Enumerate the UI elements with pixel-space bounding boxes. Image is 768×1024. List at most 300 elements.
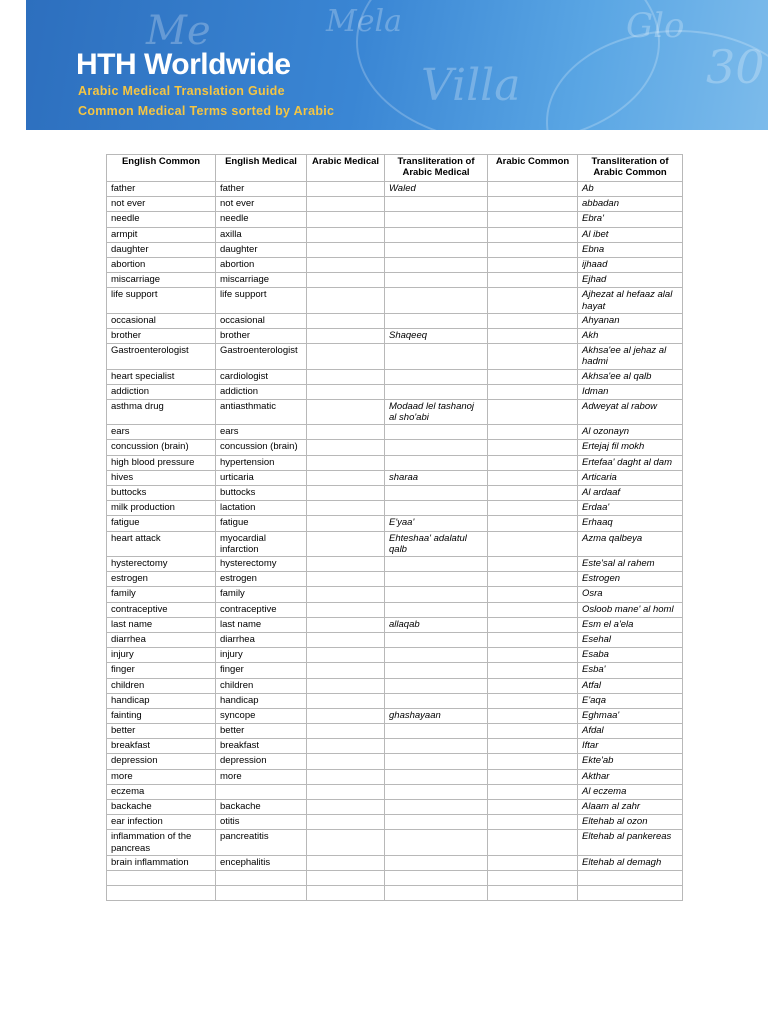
- english-common-cell: contraceptive: [107, 602, 216, 617]
- english-common-cell: depression: [107, 754, 216, 769]
- translit-medical-cell: [385, 242, 488, 257]
- translit-common-cell: Ab: [578, 182, 683, 197]
- translit-common-cell: Azma qalbeya: [578, 531, 683, 556]
- translit-medical-cell: [385, 227, 488, 242]
- arabic-common-cell: [488, 486, 578, 501]
- translit-common-cell: Al ibet: [578, 227, 683, 242]
- arabic-common-cell: [488, 212, 578, 227]
- table-header-row: [107, 155, 683, 182]
- arabic-common-cell: [488, 384, 578, 399]
- english-medical-cell: estrogen: [216, 572, 307, 587]
- arabic-common-cell: [488, 501, 578, 516]
- arabic-common-cell: [488, 886, 578, 901]
- table-row: [107, 754, 683, 769]
- arabic-medical-cell: [307, 870, 385, 885]
- document-title: Arabic Medical Translation Guide: [78, 84, 285, 98]
- map-lettering-decoration: Glo: [626, 6, 685, 46]
- translit-medical-cell: [385, 769, 488, 784]
- table-row: [107, 886, 683, 901]
- translit-common-cell: Akthar: [578, 769, 683, 784]
- english-medical-cell: myocardial infarction: [216, 531, 307, 556]
- arabic-medical-cell: [307, 693, 385, 708]
- arabic-common-cell: [488, 602, 578, 617]
- arabic-common-cell: [488, 440, 578, 455]
- english-medical-cell: injury: [216, 648, 307, 663]
- translit-medical-cell: [385, 587, 488, 602]
- translit-common-cell: Alaam al zahr: [578, 800, 683, 815]
- arabic-medical-cell: [307, 470, 385, 485]
- arabic-common-cell: [488, 769, 578, 784]
- arabic-common-cell: [488, 800, 578, 815]
- english-common-cell: not ever: [107, 197, 216, 212]
- english-common-cell: handicap: [107, 693, 216, 708]
- english-medical-cell: Gastroenterologist: [216, 344, 307, 369]
- translit-common-cell: E'aqa: [578, 693, 683, 708]
- translit-medical-cell: [385, 830, 488, 855]
- column-header: Arabic Medical: [307, 155, 385, 182]
- arabic-common-cell: [488, 425, 578, 440]
- arabic-common-cell: [488, 557, 578, 572]
- table-row: [107, 328, 683, 343]
- table-row: [107, 197, 683, 212]
- english-medical-cell: syncope: [216, 708, 307, 723]
- translit-common-cell: Ekte'ab: [578, 754, 683, 769]
- translit-medical-cell: [385, 288, 488, 313]
- arabic-medical-cell: [307, 516, 385, 531]
- arabic-medical-cell: [307, 886, 385, 901]
- arabic-medical-cell: [307, 800, 385, 815]
- table-row: [107, 470, 683, 485]
- table-row: [107, 440, 683, 455]
- translit-common-cell: [578, 870, 683, 885]
- english-medical-cell: backache: [216, 800, 307, 815]
- table-row: [107, 531, 683, 556]
- english-common-cell: hives: [107, 470, 216, 485]
- english-medical-cell: lactation: [216, 501, 307, 516]
- translit-medical-cell: [385, 754, 488, 769]
- table-row: [107, 557, 683, 572]
- translit-medical-cell: [385, 693, 488, 708]
- table-row: [107, 870, 683, 885]
- arabic-medical-cell: [307, 440, 385, 455]
- arabic-medical-cell: [307, 328, 385, 343]
- arabic-medical-cell: [307, 531, 385, 556]
- arabic-common-cell: [488, 313, 578, 328]
- arabic-medical-cell: [307, 273, 385, 288]
- english-common-cell: children: [107, 678, 216, 693]
- english-common-cell: ear infection: [107, 815, 216, 830]
- english-common-cell: Gastroenterologist: [107, 344, 216, 369]
- arabic-common-cell: [488, 182, 578, 197]
- english-medical-cell: father: [216, 182, 307, 197]
- translit-medical-cell: [385, 663, 488, 678]
- map-lettering-decoration: Me: [146, 8, 211, 54]
- arabic-medical-cell: [307, 769, 385, 784]
- column-header: Transliteration of Arabic Common: [578, 155, 683, 182]
- table-row: [107, 784, 683, 799]
- arabic-medical-cell: [307, 344, 385, 369]
- table-row: [107, 693, 683, 708]
- arabic-common-cell: [488, 830, 578, 855]
- arabic-medical-cell: [307, 501, 385, 516]
- arabic-common-cell: [488, 815, 578, 830]
- arabic-medical-cell: [307, 739, 385, 754]
- english-common-cell: buttocks: [107, 486, 216, 501]
- translit-medical-cell: [385, 648, 488, 663]
- translit-common-cell: Ertejaj fil mokh: [578, 440, 683, 455]
- arabic-medical-cell: [307, 313, 385, 328]
- english-common-cell: armpit: [107, 227, 216, 242]
- table-row: [107, 182, 683, 197]
- translit-medical-cell: E'yaa': [385, 516, 488, 531]
- arabic-medical-cell: [307, 455, 385, 470]
- table-row: [107, 486, 683, 501]
- translit-common-cell: Erhaaq: [578, 516, 683, 531]
- english-common-cell: fainting: [107, 708, 216, 723]
- english-common-cell: brother: [107, 328, 216, 343]
- english-common-cell: miscarriage: [107, 273, 216, 288]
- arabic-common-cell: [488, 693, 578, 708]
- arabic-common-cell: [488, 227, 578, 242]
- english-medical-cell: depression: [216, 754, 307, 769]
- arabic-medical-cell: [307, 632, 385, 647]
- column-header: Transliteration of Arabic Medical: [385, 155, 488, 182]
- english-medical-cell: last name: [216, 617, 307, 632]
- english-medical-cell: hypertension: [216, 455, 307, 470]
- arabic-common-cell: [488, 516, 578, 531]
- english-common-cell: heart specialist: [107, 369, 216, 384]
- translit-common-cell: Afdal: [578, 724, 683, 739]
- english-medical-cell: [216, 784, 307, 799]
- arabic-medical-cell: [307, 830, 385, 855]
- translit-medical-cell: [385, 739, 488, 754]
- english-medical-cell: encephalitis: [216, 855, 307, 870]
- english-medical-cell: needle: [216, 212, 307, 227]
- arabic-medical-cell: [307, 242, 385, 257]
- translit-medical-cell: allaqab: [385, 617, 488, 632]
- translit-medical-cell: [385, 212, 488, 227]
- english-common-cell: heart attack: [107, 531, 216, 556]
- english-common-cell: estrogen: [107, 572, 216, 587]
- english-medical-cell: urticaria: [216, 470, 307, 485]
- english-common-cell: last name: [107, 617, 216, 632]
- translit-medical-cell: [385, 455, 488, 470]
- translit-common-cell: Akh: [578, 328, 683, 343]
- english-common-cell: inflammation of the pancreas: [107, 830, 216, 855]
- english-medical-cell: not ever: [216, 197, 307, 212]
- table-row: [107, 769, 683, 784]
- translit-medical-cell: [385, 815, 488, 830]
- arabic-medical-cell: [307, 227, 385, 242]
- arabic-medical-cell: [307, 182, 385, 197]
- english-common-cell: daughter: [107, 242, 216, 257]
- brand-logo-text: HTH Worldwide: [76, 48, 291, 81]
- table-row: [107, 399, 683, 424]
- translit-medical-cell: [385, 197, 488, 212]
- arabic-common-cell: [488, 344, 578, 369]
- english-common-cell: abortion: [107, 257, 216, 272]
- arabic-common-cell: [488, 587, 578, 602]
- translit-common-cell: ijhaad: [578, 257, 683, 272]
- translit-common-cell: Osloob mane' al homl: [578, 602, 683, 617]
- translit-common-cell: Este'sal al rahem: [578, 557, 683, 572]
- table-body: [107, 182, 683, 901]
- medical-terms-table: [106, 154, 683, 901]
- english-medical-cell: children: [216, 678, 307, 693]
- arabic-common-cell: [488, 197, 578, 212]
- translit-common-cell: Ebra': [578, 212, 683, 227]
- translit-medical-cell: Waled: [385, 182, 488, 197]
- table-row: [107, 663, 683, 678]
- table-row: [107, 815, 683, 830]
- translit-medical-cell: [385, 886, 488, 901]
- english-common-cell: brain inflammation: [107, 855, 216, 870]
- translit-medical-cell: Ehteshaa' adalatul qalb: [385, 531, 488, 556]
- arabic-medical-cell: [307, 663, 385, 678]
- translit-medical-cell: [385, 724, 488, 739]
- table-row: [107, 242, 683, 257]
- arabic-medical-cell: [307, 724, 385, 739]
- translit-common-cell: Al eczema: [578, 784, 683, 799]
- english-common-cell: family: [107, 587, 216, 602]
- arabic-common-cell: [488, 531, 578, 556]
- table-row: [107, 344, 683, 369]
- arabic-medical-cell: [307, 602, 385, 617]
- table-row: [107, 632, 683, 647]
- translit-common-cell: Eltehab al ozon: [578, 815, 683, 830]
- translit-medical-cell: [385, 344, 488, 369]
- english-medical-cell: miscarriage: [216, 273, 307, 288]
- translit-medical-cell: [385, 313, 488, 328]
- arabic-common-cell: [488, 739, 578, 754]
- translit-medical-cell: sharaa: [385, 470, 488, 485]
- table-row: [107, 212, 683, 227]
- translit-common-cell: Esm el a'ela: [578, 617, 683, 632]
- english-common-cell: ears: [107, 425, 216, 440]
- english-medical-cell: buttocks: [216, 486, 307, 501]
- translit-common-cell: Ahyanan: [578, 313, 683, 328]
- arabic-common-cell: [488, 724, 578, 739]
- english-medical-cell: handicap: [216, 693, 307, 708]
- arabic-medical-cell: [307, 257, 385, 272]
- translit-medical-cell: [385, 425, 488, 440]
- translit-medical-cell: Shaqeeq: [385, 328, 488, 343]
- arabic-medical-cell: [307, 815, 385, 830]
- map-lettering-decoration: 30: [706, 40, 765, 94]
- translit-medical-cell: [385, 602, 488, 617]
- translit-medical-cell: [385, 440, 488, 455]
- translit-medical-cell: [385, 369, 488, 384]
- translit-medical-cell: [385, 486, 488, 501]
- arabic-common-cell: [488, 572, 578, 587]
- arabic-common-cell: [488, 708, 578, 723]
- translit-common-cell: Ejhad: [578, 273, 683, 288]
- translit-common-cell: Iftar: [578, 739, 683, 754]
- english-common-cell: asthma drug: [107, 399, 216, 424]
- english-medical-cell: life support: [216, 288, 307, 313]
- translit-medical-cell: ghashayaan: [385, 708, 488, 723]
- arabic-common-cell: [488, 470, 578, 485]
- english-common-cell: injury: [107, 648, 216, 663]
- translit-medical-cell: [385, 384, 488, 399]
- translit-common-cell: Ebna: [578, 242, 683, 257]
- translit-medical-cell: [385, 855, 488, 870]
- translit-common-cell: Articaria: [578, 470, 683, 485]
- english-medical-cell: fatigue: [216, 516, 307, 531]
- arabic-common-cell: [488, 273, 578, 288]
- table-row: [107, 739, 683, 754]
- table-row: [107, 369, 683, 384]
- table-row: [107, 724, 683, 739]
- arabic-common-cell: [488, 678, 578, 693]
- english-common-cell: father: [107, 182, 216, 197]
- english-medical-cell: otitis: [216, 815, 307, 830]
- english-common-cell: more: [107, 769, 216, 784]
- translit-medical-cell: [385, 273, 488, 288]
- table-row: [107, 227, 683, 242]
- english-medical-cell: ears: [216, 425, 307, 440]
- translit-common-cell: Idman: [578, 384, 683, 399]
- translit-medical-cell: [385, 501, 488, 516]
- arabic-medical-cell: [307, 572, 385, 587]
- arabic-common-cell: [488, 399, 578, 424]
- english-common-cell: [107, 870, 216, 885]
- arabic-common-cell: [488, 754, 578, 769]
- english-common-cell: [107, 886, 216, 901]
- arabic-common-cell: [488, 617, 578, 632]
- english-common-cell: eczema: [107, 784, 216, 799]
- translit-common-cell: Akhsa'ee al qalb: [578, 369, 683, 384]
- arabic-medical-cell: [307, 678, 385, 693]
- english-medical-cell: contraceptive: [216, 602, 307, 617]
- translit-medical-cell: [385, 557, 488, 572]
- table-row: [107, 587, 683, 602]
- translit-medical-cell: [385, 678, 488, 693]
- english-common-cell: breakfast: [107, 739, 216, 754]
- translit-medical-cell: [385, 257, 488, 272]
- arabic-medical-cell: [307, 288, 385, 313]
- translit-common-cell: abbadan: [578, 197, 683, 212]
- arabic-medical-cell: [307, 708, 385, 723]
- translit-common-cell: Eltehab al demagh: [578, 855, 683, 870]
- arabic-common-cell: [488, 663, 578, 678]
- table-row: [107, 384, 683, 399]
- table-row: [107, 313, 683, 328]
- english-common-cell: hysterectomy: [107, 557, 216, 572]
- table-row: [107, 800, 683, 815]
- table-row: [107, 855, 683, 870]
- english-medical-cell: pancreatitis: [216, 830, 307, 855]
- translit-common-cell: Esehal: [578, 632, 683, 647]
- arabic-medical-cell: [307, 784, 385, 799]
- table-row: [107, 273, 683, 288]
- arabic-common-cell: [488, 648, 578, 663]
- table-row: [107, 572, 683, 587]
- english-common-cell: addiction: [107, 384, 216, 399]
- column-header: English Common: [107, 155, 216, 182]
- table-row: [107, 602, 683, 617]
- table-row: [107, 617, 683, 632]
- english-medical-cell: hysterectomy: [216, 557, 307, 572]
- translit-common-cell: Al ozonayn: [578, 425, 683, 440]
- translit-common-cell: Eltehab al pankereas: [578, 830, 683, 855]
- arabic-medical-cell: [307, 557, 385, 572]
- arabic-common-cell: [488, 870, 578, 885]
- english-medical-cell: [216, 870, 307, 885]
- english-common-cell: backache: [107, 800, 216, 815]
- arabic-common-cell: [488, 288, 578, 313]
- table-row: [107, 455, 683, 470]
- translit-common-cell: Esaba: [578, 648, 683, 663]
- english-medical-cell: better: [216, 724, 307, 739]
- english-medical-cell: brother: [216, 328, 307, 343]
- arabic-medical-cell: [307, 617, 385, 632]
- arabic-common-cell: [488, 855, 578, 870]
- translit-medical-cell: [385, 800, 488, 815]
- translit-common-cell: Adweyat al rabow: [578, 399, 683, 424]
- translit-common-cell: [578, 886, 683, 901]
- english-medical-cell: breakfast: [216, 739, 307, 754]
- english-common-cell: concussion (brain): [107, 440, 216, 455]
- table-row: [107, 678, 683, 693]
- map-lettering-decoration: Mela: [326, 4, 402, 39]
- table-row: [107, 288, 683, 313]
- english-common-cell: high blood pressure: [107, 455, 216, 470]
- translit-medical-cell: [385, 632, 488, 647]
- translit-medical-cell: [385, 572, 488, 587]
- arabic-medical-cell: [307, 754, 385, 769]
- translit-common-cell: Atfal: [578, 678, 683, 693]
- english-common-cell: occasional: [107, 313, 216, 328]
- english-common-cell: needle: [107, 212, 216, 227]
- translit-medical-cell: Modaad lel tashanoj al sho'abi: [385, 399, 488, 424]
- arabic-medical-cell: [307, 587, 385, 602]
- arabic-medical-cell: [307, 212, 385, 227]
- translit-medical-cell: [385, 870, 488, 885]
- document-subtitle: Common Medical Terms sorted by Arabic: [78, 104, 335, 118]
- english-medical-cell: finger: [216, 663, 307, 678]
- arabic-medical-cell: [307, 486, 385, 501]
- table-row: [107, 516, 683, 531]
- english-medical-cell: diarrhea: [216, 632, 307, 647]
- english-common-cell: finger: [107, 663, 216, 678]
- english-medical-cell: addiction: [216, 384, 307, 399]
- arabic-medical-cell: [307, 425, 385, 440]
- table-row: [107, 425, 683, 440]
- arabic-common-cell: [488, 328, 578, 343]
- english-medical-cell: occasional: [216, 313, 307, 328]
- arabic-common-cell: [488, 257, 578, 272]
- english-medical-cell: cardiologist: [216, 369, 307, 384]
- arabic-common-cell: [488, 455, 578, 470]
- map-lettering-decoration: Villa: [421, 60, 521, 111]
- english-medical-cell: daughter: [216, 242, 307, 257]
- table-row: [107, 708, 683, 723]
- arabic-medical-cell: [307, 399, 385, 424]
- english-medical-cell: concussion (brain): [216, 440, 307, 455]
- arabic-common-cell: [488, 242, 578, 257]
- english-medical-cell: family: [216, 587, 307, 602]
- table-row: [107, 648, 683, 663]
- english-common-cell: milk production: [107, 501, 216, 516]
- english-medical-cell: axilla: [216, 227, 307, 242]
- translit-common-cell: Ajhezat al hefaaz alal hayat: [578, 288, 683, 313]
- arabic-medical-cell: [307, 197, 385, 212]
- table-row: [107, 257, 683, 272]
- arabic-common-cell: [488, 369, 578, 384]
- translit-common-cell: Esba': [578, 663, 683, 678]
- arabic-medical-cell: [307, 369, 385, 384]
